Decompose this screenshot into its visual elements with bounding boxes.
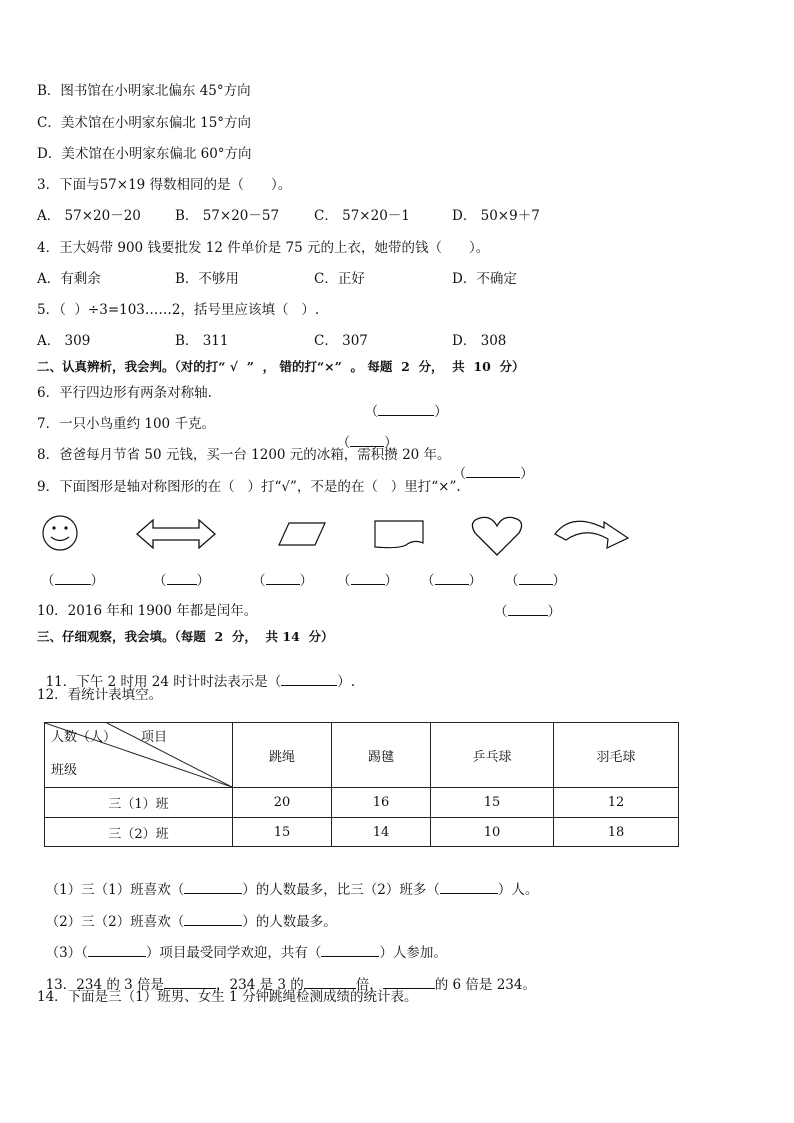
paren-open: （: [364, 404, 379, 420]
table-cell: 20: [233, 788, 332, 818]
table-row: [45, 818, 679, 847]
q10-text: 10．2016 年和 1900 年都是闰年。: [37, 603, 258, 619]
statistics-table: [44, 722, 679, 847]
q10-answer-blank[interactable]: [494, 602, 561, 621]
paren-open: （: [452, 466, 467, 482]
paren-close: ）: [552, 573, 566, 589]
q13-text-c: 倍，: [355, 977, 383, 993]
q12-text: 12．看统计表填空。: [37, 687, 163, 703]
q5-stem: 5．（ ）÷3=103……2，括号里应该填（ ）.: [37, 302, 320, 318]
q14-text: 14．下面是三（1）班男、女生 1 分钟跳绳检测成绩的统计表。: [37, 989, 418, 1005]
q5-option-b: B． 311: [175, 333, 229, 349]
q3-option-d: D． 50×9＋7: [452, 208, 540, 224]
q5-option-a: A． 309: [37, 333, 91, 349]
table-cell: 15: [431, 788, 554, 818]
q8-text: 8．爸爸每月节省 50 元钱，买一台 1200 元的冰箱，需积攒 20 年。: [37, 447, 451, 463]
q9-blank-6[interactable]: [505, 571, 566, 590]
q3-option-b: B． 57×20－57: [175, 208, 280, 224]
q12-1-blank-1[interactable]: [184, 880, 242, 894]
section-3-heading: 三、仔细观察，我会填。（每题 2 分， 共 14 分）: [37, 629, 334, 644]
curved-arrow-icon: [552, 514, 632, 550]
table-cell: 18: [554, 818, 679, 847]
q12-3-text-c: ）人参加。: [379, 945, 447, 961]
paren-close: ）: [434, 404, 448, 420]
q4-option-a: A．有剩余: [37, 271, 101, 287]
table-corner-cell: [45, 723, 233, 788]
flag-shape-icon: [372, 518, 426, 550]
column-header: 羽毛球: [554, 723, 679, 788]
q12-3-blank-2[interactable]: [321, 943, 379, 957]
column-header: 踢毽: [332, 723, 431, 788]
q12-1-text-c: ）人。: [497, 882, 539, 898]
q11-answer-blank[interactable]: [281, 672, 337, 686]
q13-text-a: 13．234 的 3 倍是: [45, 977, 165, 993]
q12-2-text-b: ）的人数最多。: [242, 914, 337, 930]
paren-close: ）: [196, 573, 210, 589]
q12-2-blank[interactable]: [184, 912, 242, 926]
q9-blank-4[interactable]: [337, 571, 398, 590]
paren-open: （: [153, 573, 167, 589]
q2-option-c: C．美术馆在小明家东偏北 15°方向: [37, 115, 252, 131]
q12-2-text-a: （2）三（2）班喜欢（: [45, 914, 185, 930]
q12-3-text-b: ）项目最受同学欢迎，共有（: [145, 945, 322, 961]
column-header: 跳绳: [233, 723, 332, 788]
q4-stem: 4．王大妈带 900 钱要批发 12 件单价是 75 元的上衣，她带的钱（ ）。: [37, 240, 490, 256]
paren-close: ）: [384, 435, 398, 451]
paren-close: ）: [337, 674, 351, 690]
q4-option-c: C．正好: [314, 271, 365, 287]
q5-option-c: C． 307: [314, 333, 368, 349]
smiley-face-icon: [40, 515, 82, 551]
table-cell: 10: [431, 818, 554, 847]
q3-option-a: A． 57×20－20: [37, 208, 141, 224]
q9-blank-1[interactable]: [41, 571, 104, 590]
paren-open: （: [267, 674, 282, 690]
row-label: 三（2）班: [45, 818, 233, 847]
q2-option-b: B．图书馆在小明家北偏东 45°方向: [37, 83, 251, 99]
paren-close: ）: [384, 573, 398, 589]
section-2-heading: 二、认真辨析，我会判。（对的打“ √ ” ， 错的打“×” 。 每题 2 分， 共 10 分）: [37, 359, 525, 374]
q13-blank-2[interactable]: [304, 975, 356, 989]
paren-open: （: [494, 604, 508, 620]
corner-class-label: 班级: [51, 763, 78, 778]
corner-item-label: 项目: [141, 730, 168, 745]
q9-blank-2[interactable]: [153, 571, 210, 590]
q12-1-text-a: （1）三（1）班喜欢（: [45, 882, 185, 898]
paren-open: （: [252, 573, 266, 589]
q7-text: 7．一只小鸟重约 100 千克。: [37, 416, 215, 432]
q9-blank-5[interactable]: [421, 571, 482, 590]
table-cell: 12: [554, 788, 679, 818]
paren-close: ）: [547, 604, 561, 620]
period: .: [350, 674, 356, 690]
paren-close: ）: [90, 573, 104, 589]
paren-open: （: [337, 573, 351, 589]
paren-open: （: [41, 573, 55, 589]
corner-count-label: 人数（人）: [51, 730, 117, 745]
q12-1-text-b: ）的人数最多，比三（2）班多（: [242, 882, 440, 898]
q9-blank-3[interactable]: [252, 571, 313, 590]
q4-option-b: B．不够用: [175, 271, 239, 287]
paren-open: （: [505, 573, 519, 589]
q12-3-blank-1[interactable]: [88, 943, 146, 957]
row-label: 三（1）班: [45, 788, 233, 818]
table-cell: 14: [332, 818, 431, 847]
q13-blank-1[interactable]: [164, 975, 216, 989]
q11-stem: 11．下午 2 时用 24 时计时法表示是: [45, 674, 268, 690]
q9-text: 9．下面图形是轴对称图形的在（ ）打“√”，不是的在（ ）里打“×”.: [37, 479, 461, 495]
q13-text-b: ，234 是 3 的: [216, 977, 304, 993]
table-cell: 16: [332, 788, 431, 818]
heart-icon: [470, 515, 524, 557]
q4-option-d: D．不确定: [452, 271, 517, 287]
column-header: 乒乓球: [431, 723, 554, 788]
q13-text-d: 的 6 倍是 234。: [434, 977, 536, 993]
q2-option-d: D．美术馆在小明家东偏北 60°方向: [37, 146, 252, 162]
double-arrow-icon: [135, 517, 217, 551]
q3-stem: 3．下面与57×19 得数相同的是（ ）。: [37, 177, 292, 193]
paren-close: ）: [520, 466, 534, 482]
paren-open: （: [421, 573, 435, 589]
q13-blank-3[interactable]: [383, 975, 435, 989]
paren-close: ）: [468, 573, 482, 589]
parallelogram-icon: [277, 520, 327, 548]
paren-close: ）: [299, 573, 313, 589]
q5-option-d: D． 308: [452, 333, 507, 349]
q12-1-blank-2[interactable]: [440, 880, 498, 894]
q12-3-text-a: （3）（: [45, 945, 88, 961]
table-cell: 15: [233, 818, 332, 847]
paren-open: （: [336, 435, 351, 451]
q6-text: 6．平行四边形有两条对称轴.: [37, 385, 212, 401]
q3-option-c: C． 57×20－1: [314, 208, 410, 224]
table-row: [45, 788, 679, 818]
